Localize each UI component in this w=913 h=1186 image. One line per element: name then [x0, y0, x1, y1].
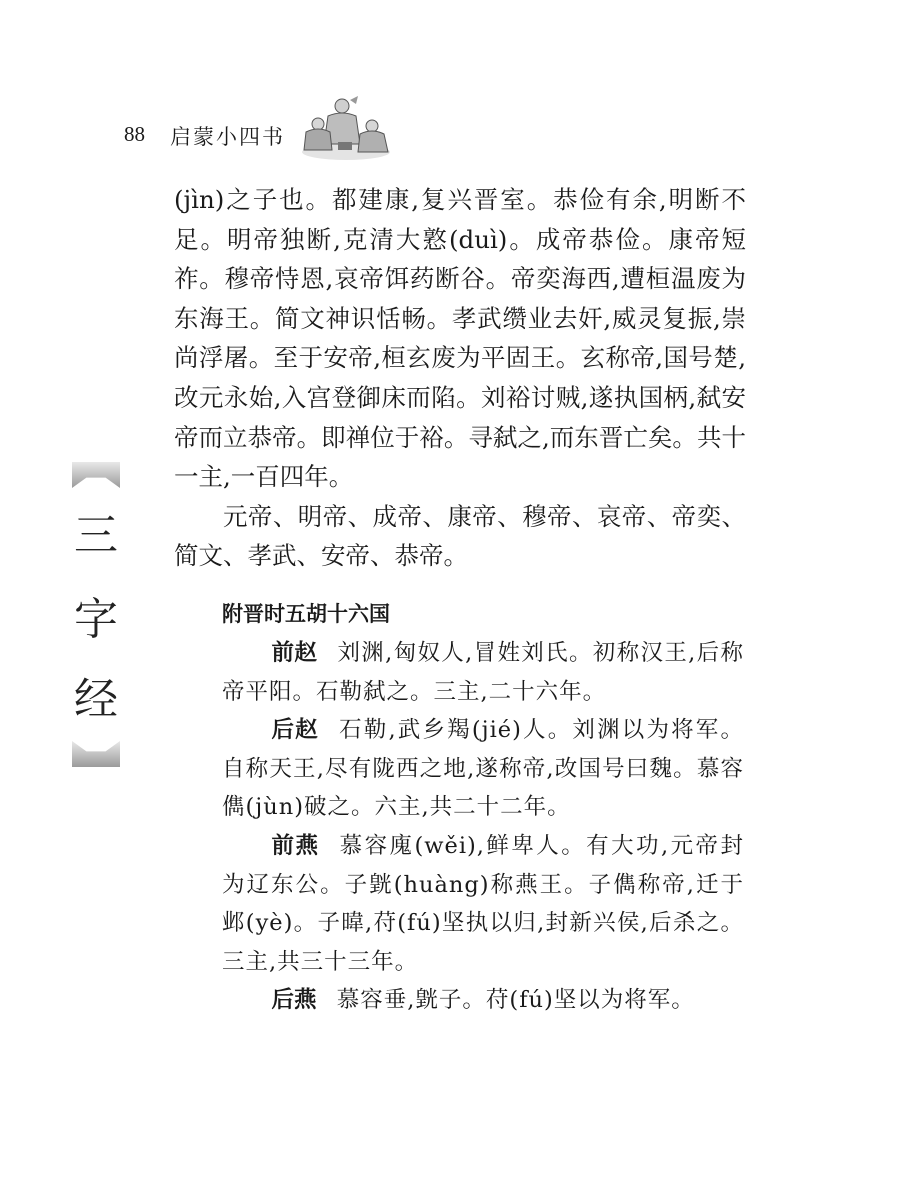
side-title: [68, 462, 124, 767]
kingdom-entries: [222, 634, 744, 1020]
kingdom-name: 前燕: [271, 832, 320, 859]
main-text: [174, 180, 746, 576]
running-title: 启蒙小四书: [170, 125, 285, 149]
kingdom-name: 前赵: [271, 640, 318, 666]
kingdom-description: 刘渊,匈奴人,冒姓刘氏。初称汉王,后称帝平阳。石勒弑之。三主,二十六年。: [222, 640, 744, 705]
kingdom-entry: [222, 827, 744, 981]
side-title-char: 字: [74, 594, 118, 645]
kingdom-name: 后燕: [271, 987, 317, 1014]
paragraph: 元帝、明帝、成帝、康帝、穆帝、哀帝、帝奕、简文、孝武、安帝、恭帝。: [174, 501, 746, 571]
scholars-illustration-icon: [298, 96, 394, 162]
kingdom-description: 慕容廆(wěi),鲜卑人。有大功,元帝封为辽东公。子皝(huàng)称燕王。子儁称帝,迁于邺(yè)。子暐,苻(fú)坚执以归,封新兴侯,后杀之。三主,共三十三年。: [222, 832, 744, 975]
page-number: 88: [124, 122, 145, 146]
bracket-top-icon: [72, 462, 120, 488]
kingdom-entry: [222, 634, 744, 711]
section-heading: 附晋时五胡十六国: [222, 602, 390, 626]
kingdom-description: 慕容垂,皝子。苻(fú)坚以为将军。: [336, 987, 695, 1014]
bracket-bottom-icon: [72, 741, 120, 767]
kingdom-entry: [222, 711, 744, 827]
side-title-char: 三: [74, 510, 118, 561]
kingdom-name: 后赵: [271, 717, 319, 744]
kingdom-entry: [222, 981, 744, 1020]
kingdom-description: 石勒,武乡羯(jié)人。刘渊以为将军。自称天王,尽有陇西之地,遂称帝,改国号曰魏。慕容儁(jùn)破之。六主,共二十二年。: [222, 717, 744, 821]
paragraph: (jìn)之子也。都建康,复兴晋室。恭俭有余,明断不足。明帝独断,克清大憝(duì)。成帝恭俭。康帝短祚。穆帝恃恩,哀帝饵药断谷。帝奕海西,遭桓温废为东海王。简文神识恬畅。孝武缵业去奸,威灵复振,崇尚浮屠。至于安帝,桓玄废为平固王。玄称帝,国号楚,改元永始,入宫登御床而陷。刘裕讨贼,遂执国柄,弑安帝而立恭帝。即禅位于裕。寻弑之,而东晋亡矣。共十一主,一百四年。: [174, 185, 746, 492]
side-title-char: 经: [74, 674, 118, 725]
